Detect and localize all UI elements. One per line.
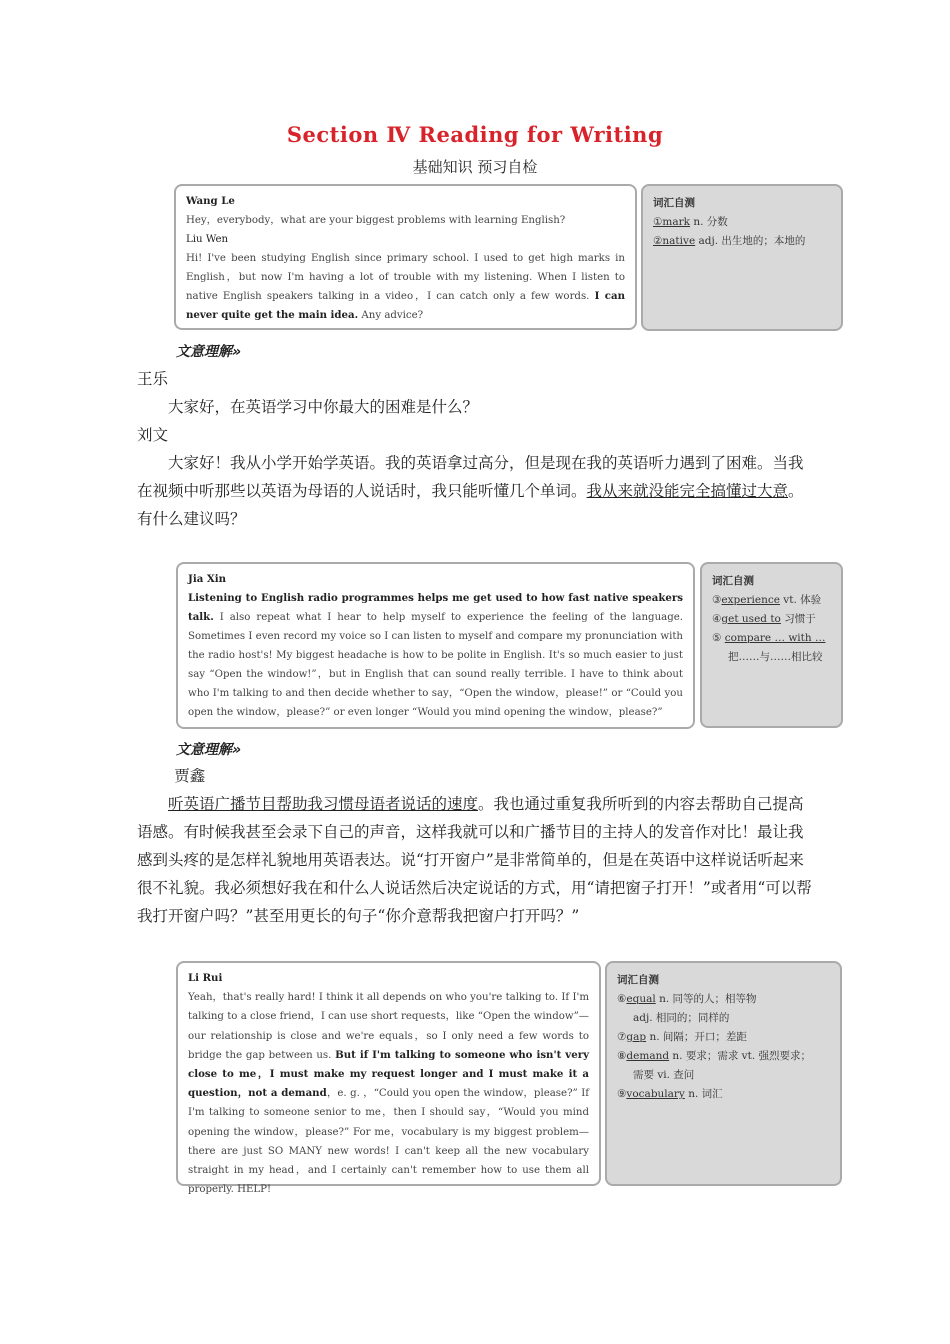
vocab-box-2 [700, 562, 843, 728]
speaker-name: 贾鑫 [174, 767, 206, 785]
translation-1 [137, 365, 817, 533]
section-label: 文意理解» [176, 344, 242, 360]
speaker-name: 刘文 [137, 426, 169, 444]
vocab-item: ⑨vocabulary n. 词汇 [617, 1088, 723, 1100]
vocab-item: ⑥equal n. 同等的人；相等物 [617, 993, 757, 1005]
passage-text: Hi! I've been studying English since primary school. I used to get high marks in English，but now I'm having a lot of trouble with my listening. When I listen to native English speakers talking in a video，I can catch only a few words. I can never quite get the main idea. Any advice? [186, 253, 625, 321]
vocab-item: adj. 相同的；同样的 [633, 1012, 730, 1024]
speaker-name: Jia Xin [188, 573, 227, 585]
page-subtitle: 基础知识 预习自检 [412, 158, 538, 176]
vocab-box-3 [605, 961, 842, 1186]
translation-paragraph: 大家好，在英语学习中你最大的困难是什么？ [168, 398, 479, 416]
section-label: 文意理解» [176, 742, 242, 758]
translation-paragraph: 听英语广播节目帮助我习惯母语者说话的速度。我也通过重复我所听到的内容去帮助自己提高语感。有时候我甚至会录下自己的声音，这样我就可以和广播节目的主持人的发音作对比！最让我感到头疼的是怎样礼貌地用英语表达。说“打开窗户”是非常简单的，但是在英语中这样说话听起来很不礼貌。我必须想好我在和什么人说话然后决定说话的方式，用“请把窗子打开！”或者用“可以帮我打开窗户吗？”甚至用更长的句子“你介意帮我把窗户打开吗？” [137, 795, 812, 925]
speaker-name: 王乐 [137, 370, 169, 388]
vocab-item: 把……与……相比较 [728, 651, 823, 663]
vocab-item: ⑤ compare … with … [712, 632, 826, 644]
passage-box-3 [176, 961, 601, 1196]
passage-text: Listening to English radio programmes helps me get used to how fast native speakers talk. I also repeat what I hear to help myself to experience the feeling of the language. Sometimes I even record my voice so I can listen to myself and compare my pronunciation with the radio host's! My biggest headache is how to be polite in English. It's so much easier to just say “Open the window!”，but in English that can sound really terrible. I have to think about who I'm talking to and then decide whether to say，“Open the window，please!” or “Could you open the window，please?” or even longer “Would you mind opening the window，please?” [188, 592, 683, 718]
passage-box-2 [176, 562, 695, 729]
vocab-item: ③experience vt. 体验 [712, 594, 822, 606]
page-title: Section Ⅳ Reading for Writing [286, 122, 664, 147]
passage-box-1 [174, 184, 637, 330]
passage-text: Yeah，that's really hard! I think it all depends on who you're talking to. If I'm talking to a close friend，I can use short requests，like “Open the window”—our relationship is close and we're equals，so I only need a few words to bridge the gap between us. But if I'm talking to someone who isn't very close to me，I must make my request longer and I must make it a question，not a demand，e. g. ，“Could you open the window，please?” If I'm talking to someone senior to me，then I should say，“Would you mind opening the window，please?” For me，vocabulary is my biggest problem—there are just SO MANY new words! I can't keep all the new vocabulary straight in my head，and I certainly can't remember how to use them all properly. HELP! [188, 992, 589, 1196]
speaker-name: Liu Wen [186, 234, 229, 245]
vocab-item: ②native adj. 出生地的；本地的 [653, 235, 806, 247]
vocab-item: 需要 vi. 查问 [633, 1069, 695, 1081]
speaker-name: Wang Le [186, 195, 235, 207]
translation-paragraph: 大家好！我从小学开始学英语。我的英语拿过高分，但是现在我的英语听力遇到了困难。当我在视频中听那些以英语为母语的人说话时，我只能听懂几个单词。我从来就没能完全搞懂过大意。有什么建议吗？ [137, 454, 804, 528]
vocab-item: ①mark n. 分数 [653, 216, 728, 228]
vocab-item: ⑧demand n. 要求；需求 vt. 强烈要求； [617, 1050, 812, 1062]
vocab-box-1 [641, 184, 843, 331]
speaker-name: Li Rui [188, 972, 223, 984]
vocab-title: 词汇自测 [617, 974, 659, 986]
vocab-title: 词汇自测 [712, 575, 754, 587]
vocab-item: ④get used to 习惯于 [712, 613, 816, 625]
vocab-title: 词汇自测 [653, 197, 695, 209]
vocab-item: ⑦gap n. 间隔；开口；差距 [617, 1031, 747, 1043]
passage-text: Hey，everybody，what are your biggest problems with learning English? [186, 215, 566, 226]
translation-2 [137, 762, 817, 930]
